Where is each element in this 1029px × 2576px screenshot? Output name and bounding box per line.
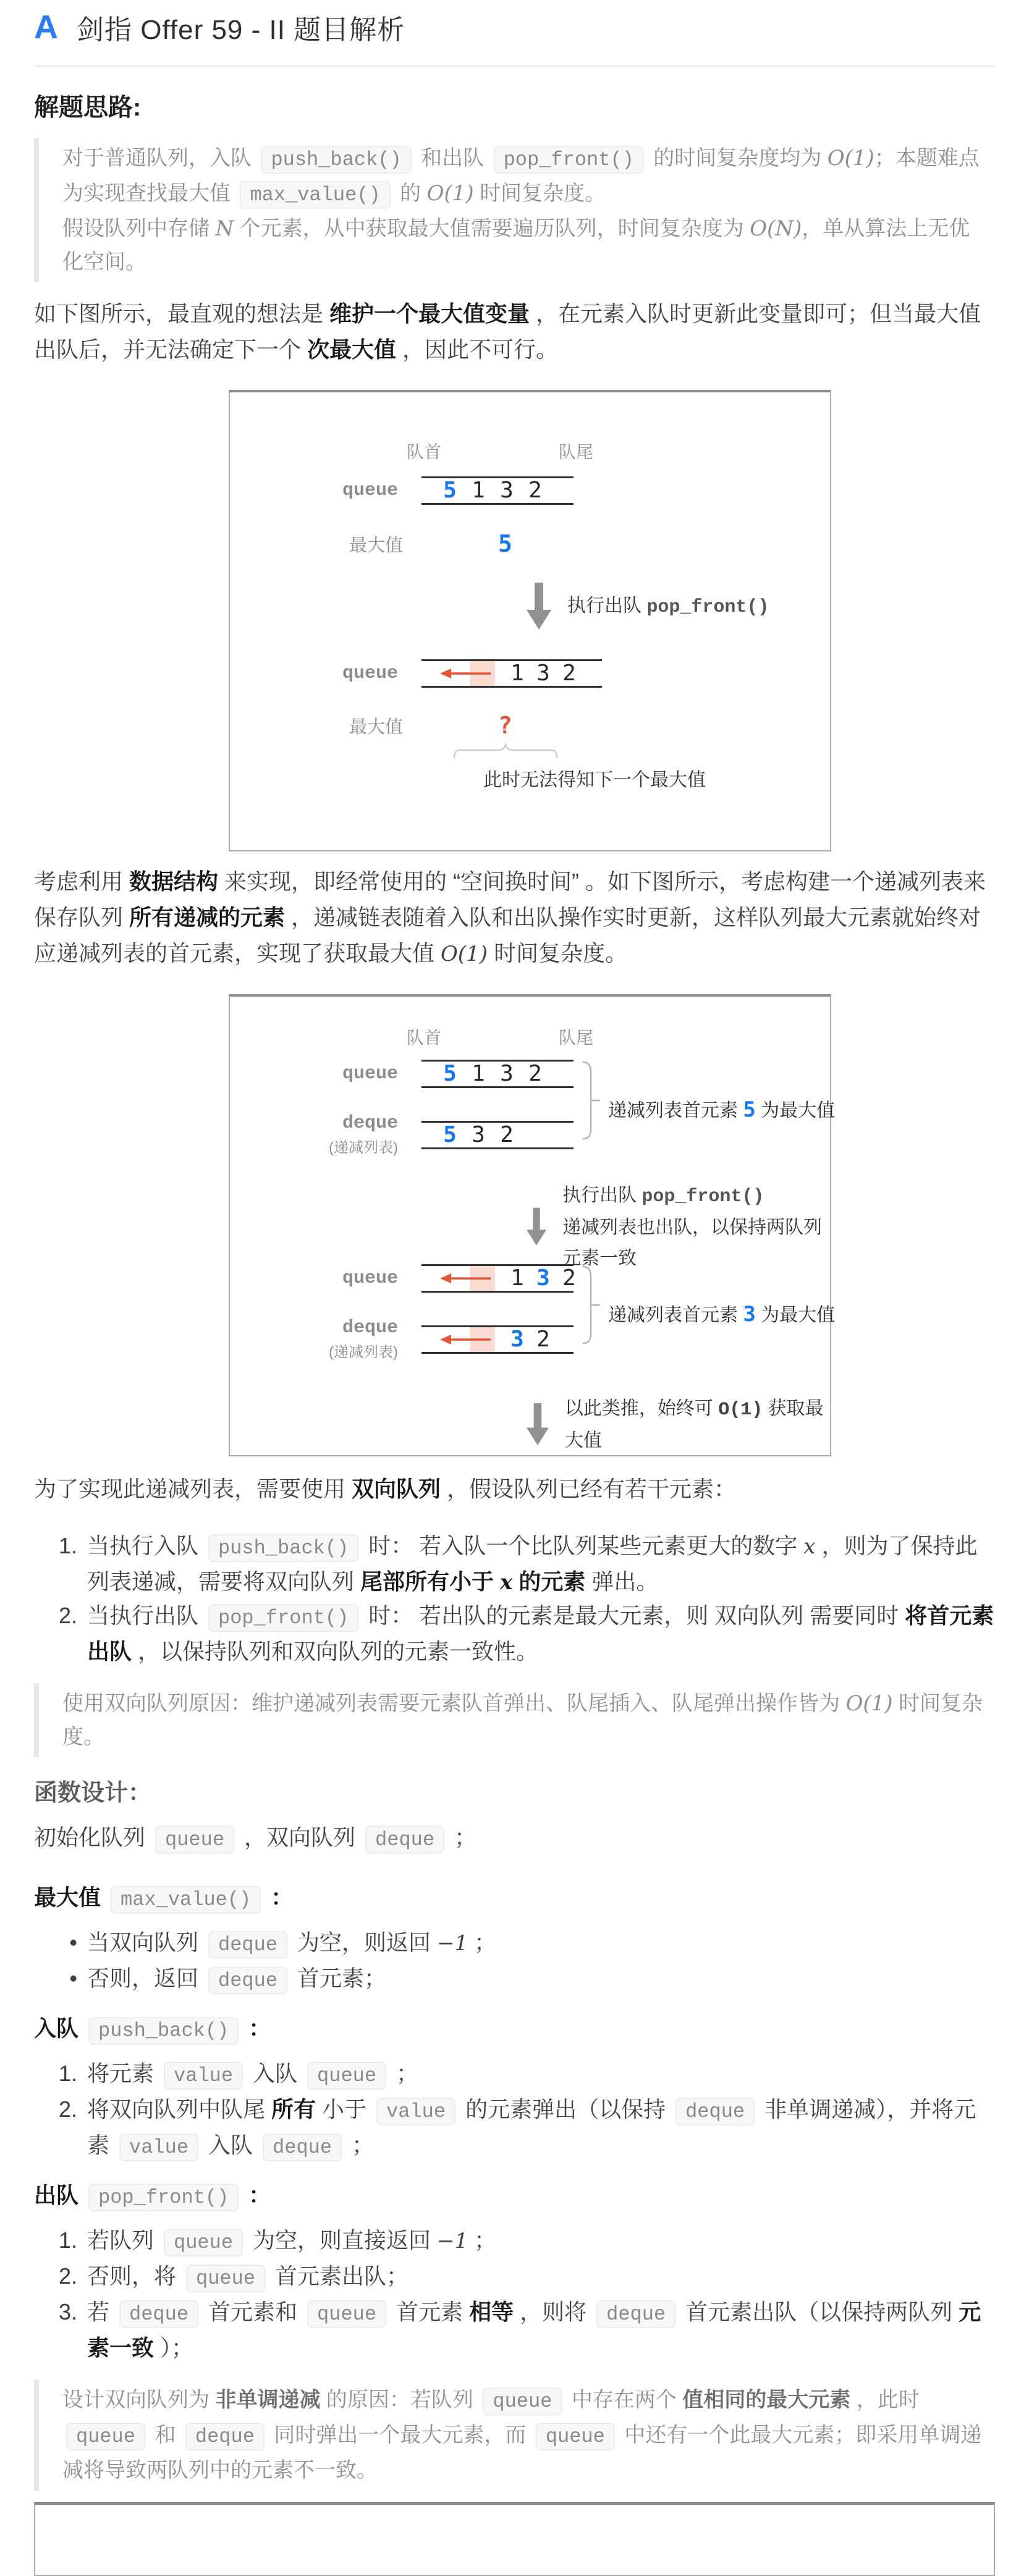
queue-front-label: 队首 bbox=[407, 442, 442, 462]
list-marker: 1. bbox=[58, 2061, 77, 2086]
figure-deque-approach bbox=[229, 994, 836, 1456]
brace-caption: 递减列表首元素 5 为最大值 bbox=[608, 1097, 836, 1122]
list-item bbox=[56, 1599, 995, 1668]
down-arrow-icon bbox=[527, 1203, 546, 1251]
subheading-pop-front: 出队 pop_front() ： bbox=[34, 2178, 995, 2215]
max-value-row-unknown bbox=[230, 714, 830, 737]
list-item bbox=[56, 2260, 995, 2295]
queue-values: 1 3 2 bbox=[510, 661, 576, 686]
queue-row bbox=[230, 476, 830, 505]
bullet-list-max-value bbox=[34, 1926, 995, 1998]
deque-sublabel: (递减列表) bbox=[329, 1344, 398, 1361]
blockquote-complexity bbox=[34, 138, 995, 282]
queue-label: queue bbox=[342, 1063, 398, 1084]
queue-row-after-pop bbox=[230, 659, 830, 688]
max-value-unknown: ? bbox=[498, 712, 512, 739]
page-title: 剑指 Offer 59 - II 题目解析 bbox=[77, 15, 405, 45]
ordered-list-push-back bbox=[34, 2057, 995, 2164]
step-caption bbox=[562, 1180, 830, 1274]
list-item-text: 否则，返回 deque 首元素； bbox=[87, 1962, 995, 1998]
list-item-text: 若队列 queue 为空，则直接返回 −1 ； bbox=[87, 2224, 995, 2260]
list-item bbox=[56, 1529, 995, 1599]
state-after-pop bbox=[230, 1264, 836, 1361]
step-and-so-on bbox=[527, 1398, 830, 1451]
section-heading-idea: 解题思路: bbox=[34, 94, 142, 121]
max-value: 5 bbox=[498, 530, 512, 557]
ordered-list-deque-rules bbox=[34, 1529, 995, 1668]
blockquote-non-strict-decrease bbox=[34, 2380, 995, 2491]
step-caption: 以此类推，始终可 O(1) 获取最大值 bbox=[564, 1398, 824, 1451]
right-brace-icon bbox=[581, 1264, 601, 1346]
article-page bbox=[0, 7, 1029, 2576]
step-caption: 执行出队 pop_front() bbox=[567, 596, 769, 618]
paragraph-need-deque: 为了实现此递减列表，需要使用 双向队列 ，假设队列已经有若干元素： bbox=[34, 1476, 737, 1501]
queue-front-label: 队首 bbox=[407, 1028, 442, 1047]
list-item bbox=[56, 2224, 995, 2260]
queue-track bbox=[421, 1060, 574, 1088]
deque-track bbox=[421, 1325, 574, 1354]
pop-left-arrow-icon bbox=[438, 1332, 492, 1347]
max-value-row bbox=[230, 532, 830, 555]
step-pop-front bbox=[527, 583, 830, 631]
quote-line: 使用双向队列原因：维护递减列表需要元素队首弹出、队尾插入、队尾弹出操作皆为 O(1) 时间复杂度。 bbox=[62, 1691, 983, 1749]
queue-values: 5 1 3 2 bbox=[443, 478, 542, 503]
deque-label bbox=[230, 1317, 421, 1361]
list-marker: 2. bbox=[58, 2097, 77, 2122]
queue-rear-label: 队尾 bbox=[559, 442, 594, 462]
list-marker: 3. bbox=[58, 2299, 77, 2325]
queue-rear-label: 队尾 bbox=[559, 1028, 594, 1047]
max-value-label: 最大值 bbox=[349, 717, 403, 737]
deque-values: 5 3 2 bbox=[443, 1121, 514, 1147]
article-header bbox=[34, 7, 995, 47]
queue-track bbox=[421, 659, 602, 688]
pop-left-arrow-icon bbox=[438, 1271, 492, 1286]
list-item-text: 将元素 value 入队 queue ； bbox=[87, 2057, 995, 2093]
queue-track bbox=[421, 476, 574, 505]
list-marker: 2. bbox=[58, 2263, 77, 2289]
list-item-text: 当执行入队 push_back() 时： 若入队一个比队列某些元素更大的数字 x ，则为了保持此列表递减，需要将双向队列 尾部所有小于 x 的元素 弹出。 bbox=[87, 1533, 978, 1595]
quote-line: 设计双向队列为 非单调递减 的原因：若队列 queue 中存在两个 值相同的最大元素 ，此时 queue 和 deque 同时弹出一个最大元素，而 queue 中还有一个此最大元素；即采用单调递减将导致两队列中的元素不一致。 bbox=[62, 2388, 982, 2482]
queue-label: queue bbox=[342, 663, 398, 684]
subheading-max-value: 最大值 max_value() ： bbox=[34, 1880, 995, 1917]
queue-values: 1 3 2 bbox=[510, 1265, 576, 1291]
list-item bbox=[56, 2295, 995, 2365]
down-arrow-icon bbox=[527, 1401, 549, 1449]
list-bullet: • bbox=[69, 1930, 77, 1955]
list-marker: 1. bbox=[58, 1533, 77, 1558]
pop-left-arrow-icon bbox=[438, 666, 492, 681]
step-caption-line: 递减列表也出队，以保持两队列元素一致 bbox=[562, 1217, 823, 1269]
divider bbox=[34, 65, 995, 67]
list-item-text: 否则，将 queue 首元素出队； bbox=[87, 2260, 995, 2295]
figure-note: 此时无法得知下一个最大值 bbox=[483, 770, 706, 790]
queue-row bbox=[230, 1060, 830, 1088]
deque-track bbox=[421, 1121, 574, 1149]
quote-line: 对于普通队列，入队 push_back() 和出队 pop_front() 的时间复杂度均为 O(1)；本题难点为实现查找最大值 max_value() 的 O(1) 时间复杂度。 bbox=[62, 141, 989, 212]
list-item bbox=[56, 2093, 995, 2164]
list-item bbox=[56, 2057, 995, 2093]
blockquote-why-deque bbox=[34, 1683, 995, 1757]
queue-row bbox=[230, 1264, 830, 1293]
step-pop-front bbox=[527, 1185, 830, 1269]
quote-line: 假设队列中存储 N 个元素，从中获取最大值需要遍历队列，时间复杂度为 O(N)，单从算法上无优化空间。 bbox=[62, 216, 970, 274]
down-arrow-icon bbox=[527, 583, 551, 631]
under-brace-icon bbox=[452, 742, 559, 759]
right-brace-icon bbox=[581, 1060, 601, 1141]
list-item-text: 当双向队列 deque 为空，则返回 −1 ； bbox=[87, 1926, 995, 1962]
deque-sublabel: (递减列表) bbox=[329, 1139, 398, 1156]
brace-caption: 递减列表首元素 3 为最大值 bbox=[608, 1301, 836, 1327]
list-item bbox=[56, 1926, 995, 1962]
ordered-list-pop-front bbox=[34, 2224, 995, 2365]
paragraph-init: 初始化队列 queue ，双向队列 deque ； bbox=[34, 1820, 995, 1858]
list-item-text: 当执行出队 pop_front() 时： 若出队的元素是最大元素，则 双向队列 需要同时 将首元素出队 ，以保持队列和双向队列的元素一致性。 bbox=[87, 1603, 994, 1664]
figure-naive-approach bbox=[229, 390, 831, 851]
queue-label: queue bbox=[342, 1268, 398, 1289]
list-item-text: 若 deque 首元素和 queue 首元素 相等 ，则将 deque 首元素出队（以保持两队列 元素一致 ）； bbox=[87, 2299, 981, 2360]
deque-values: 3 2 bbox=[510, 1326, 550, 1352]
state-before-pop bbox=[230, 1060, 836, 1157]
section-heading-design: 函数设计： bbox=[34, 1780, 152, 1806]
deque-label-text: deque bbox=[342, 1113, 398, 1134]
paragraph-naive-idea: 如下图所示，最直观的想法是 维护一个最大值变量 ，在元素入队时更新此变量即可；但当最大值出队后，并无法确定下一个 次最大值 ，因此不可行。 bbox=[34, 301, 981, 362]
code-block-partial bbox=[34, 2502, 995, 2576]
queue-ends-labels bbox=[407, 1026, 830, 1047]
queue-label: queue bbox=[342, 480, 398, 501]
deque-label-text: deque bbox=[342, 1317, 398, 1338]
step-caption-line: 执行出队 pop_front() bbox=[562, 1185, 764, 1207]
paragraph-data-structure: 考虑利用 数据结构 来实现，即经常使用的 “空间换时间” 。如下图所示，考虑构建一个递减列表来保存队列 所有递减的元素 ，递减链表随着入队和出队操作实时更新，这样队列最大元素就始终对应递减列表的首元素，实现了获取最大值 O(1) 时间复杂度。 bbox=[34, 869, 986, 966]
list-item-text: 将双向队列中队尾 所有 小于 value 的元素弹出（以保持 deque 非单调递减），并将元素 value 入队 deque ； bbox=[87, 2093, 995, 2164]
list-bullet: • bbox=[69, 1966, 77, 1991]
queue-track bbox=[421, 1264, 574, 1293]
list-item bbox=[56, 1962, 995, 1998]
subheading-push-back: 入队 push_back() ： bbox=[34, 2011, 995, 2048]
queue-values: 5 1 3 2 bbox=[443, 1061, 542, 1086]
list-marker: 2. bbox=[58, 1603, 77, 1628]
deque-label bbox=[230, 1113, 421, 1157]
max-value-label: 最大值 bbox=[349, 535, 403, 555]
app-badge-icon: A bbox=[34, 9, 58, 46]
queue-ends-labels bbox=[407, 441, 830, 462]
list-marker: 1. bbox=[58, 2228, 77, 2253]
